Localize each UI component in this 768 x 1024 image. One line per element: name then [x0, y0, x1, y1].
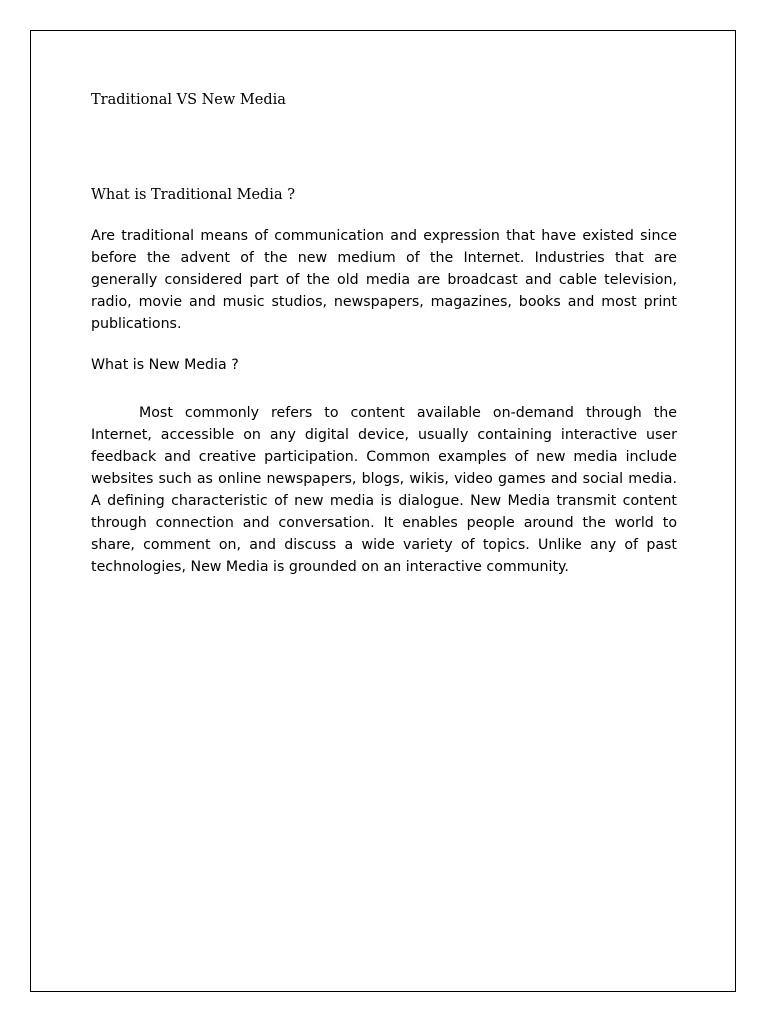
section-body-traditional-media: Are traditional means of communication and expression that have existed since before the advent of the new medium of the Internet. Industries that are generally considered part of the old media are broadcast and cable television, radio, movie and music studios, newspapers, magazines, books and most print publications. [91, 228, 677, 332]
section-body-new-media: Most commonly refers to content available on-demand through the Internet, accessible on any digital device, usually containing interactive user feedback and creative participation. Common examples of new media include websites such as online newspapers, blogs, wikis, video games and social media. A defining characteristic of new media is dialogue. New Media transmit content through connection and conversation. It enables people around the world to share, comment on, and discuss a wide variety of topics. Unlike any of past technologies, New Media is grounded on an interactive community. [91, 405, 677, 575]
document-title: Traditional VS New Media [91, 92, 286, 108]
section-heading-new-media: What is New Media ? [91, 357, 239, 373]
section-heading-traditional-media: What is Traditional Media ? [91, 187, 295, 203]
